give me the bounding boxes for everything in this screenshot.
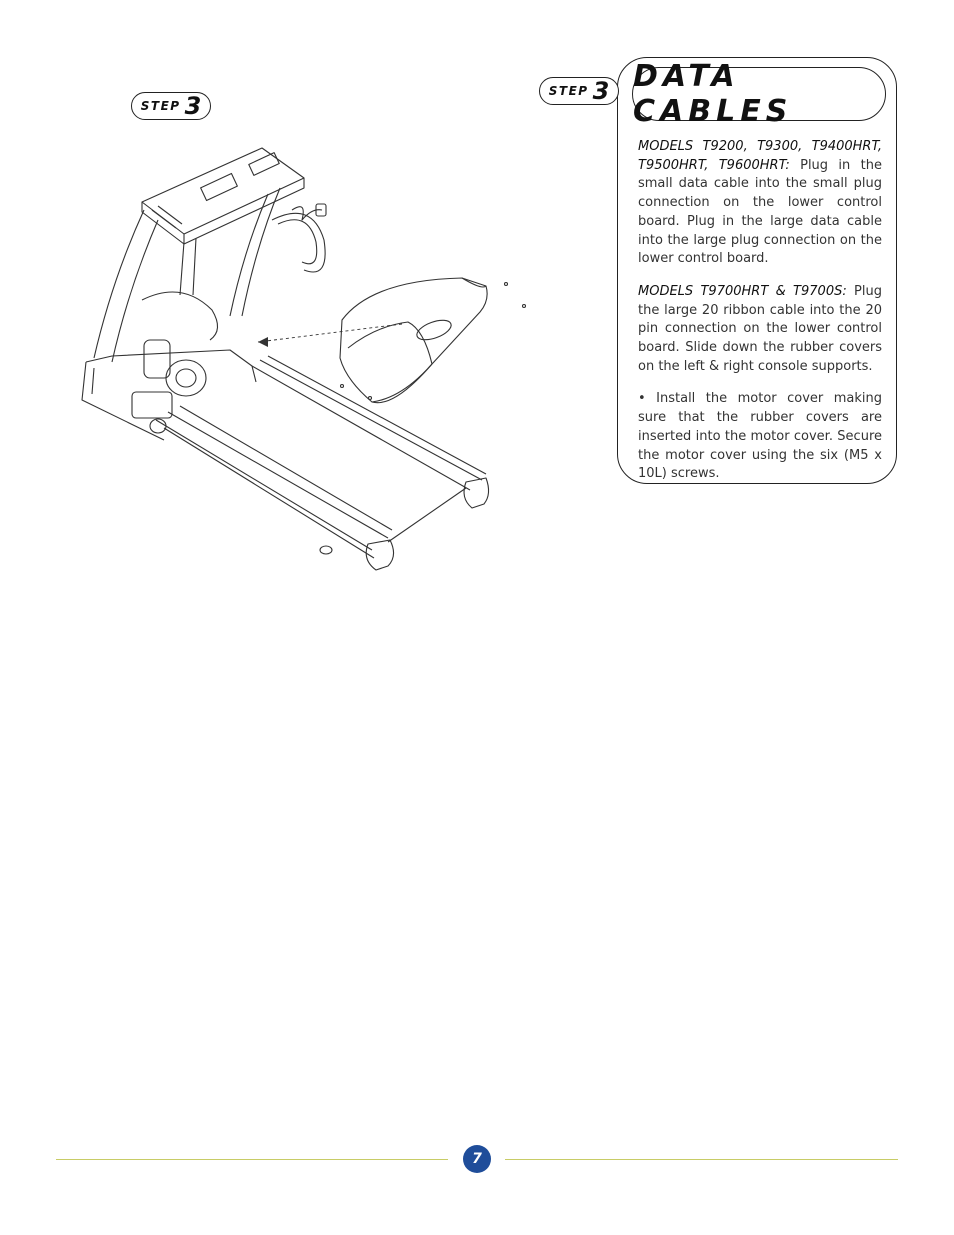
- page-number-badge: 7: [463, 1145, 491, 1173]
- step-number: 3: [184, 92, 202, 120]
- model-list: MODELS T9700HRT & T9700S:: [638, 283, 847, 299]
- step-number: 3: [592, 77, 610, 105]
- instructions-text: [638, 138, 882, 498]
- instruction-paragraph: [638, 390, 882, 484]
- instruction-body: Plug the large 20 ribbon cable into the 20 pin connection on the lower control board. Slide down the rubber covers on the left & right console supports.: [638, 283, 882, 374]
- instruction-paragraph: [638, 283, 882, 377]
- step-label-left: [131, 92, 211, 120]
- step-label-right: [539, 77, 619, 105]
- model-list: MODELS T9200, T9300, T9400HRT, T9500HRT, T9600HRT:: [638, 139, 882, 173]
- step-word: STEP: [140, 99, 181, 113]
- footer-rule-right: [505, 1159, 898, 1160]
- step-word: STEP: [548, 84, 589, 98]
- instruction-paragraph: [638, 138, 882, 269]
- instruction-body: Plug in the small data cable into the small plug connection on the lower control board. Plug in the large data cable into the large plug connection on the lower control board.: [638, 157, 882, 267]
- footer-rule-left: [56, 1159, 448, 1160]
- treadmill-motor-cover-illustration: [72, 130, 532, 580]
- instruction-body: • Install the motor cover making sure that the rubber covers are inserted into the motor cover. Secure the motor cover using the six (M5 x 10L) screws.: [638, 391, 882, 482]
- section-title: DATA CABLES: [633, 59, 793, 129]
- section-title-pill: [632, 59, 886, 129]
